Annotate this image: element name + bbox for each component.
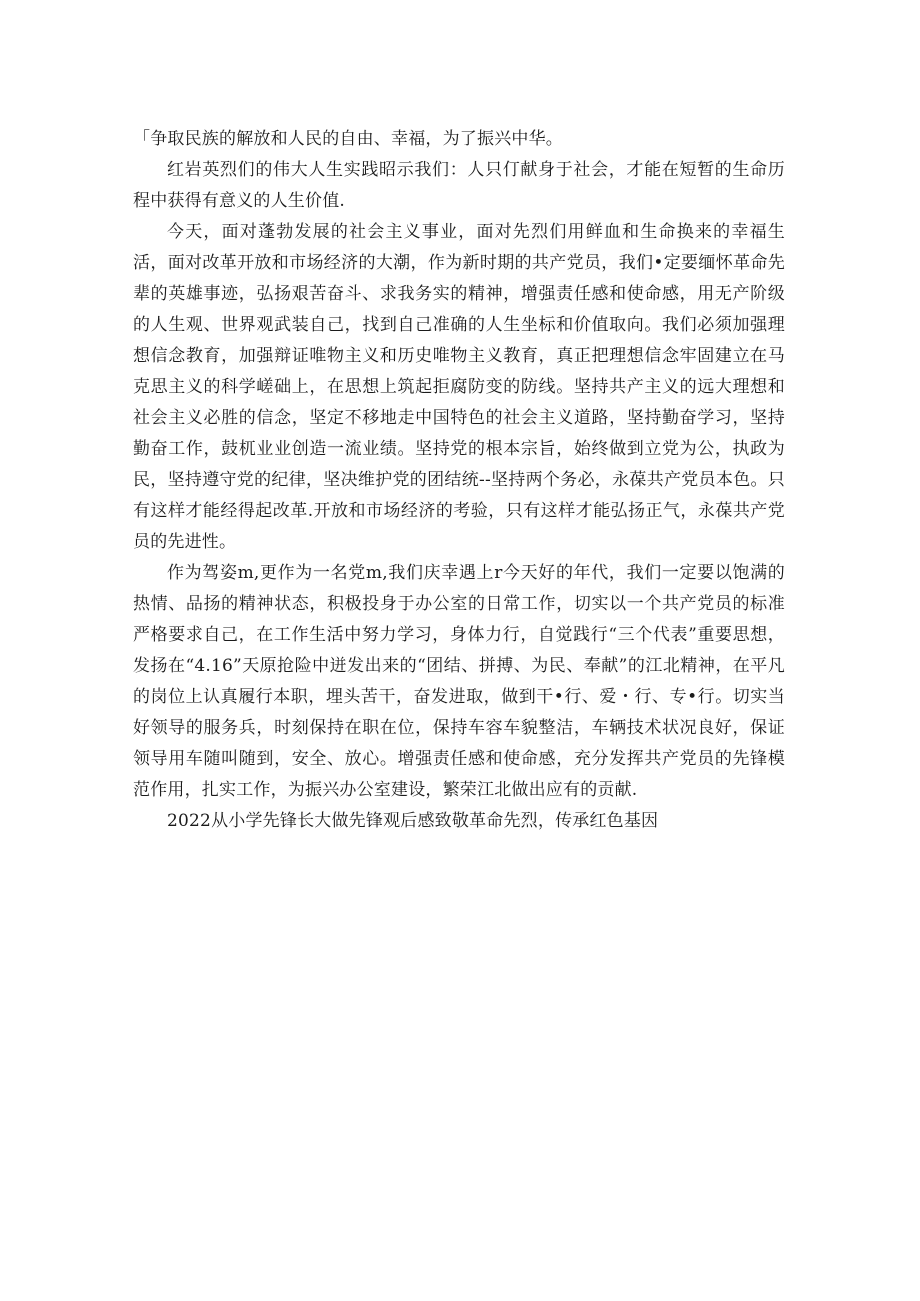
paragraph-as-driver: 作为驾姿m,更作为一名党m,我们庆幸遇上r今天好的年代，我们一定要以饱满的热情、品扬的精神状态，积极投身于办公室的日常工作，切实以一个共产党员的标准严格要求自己，在工作生活中努力学习，身体力行，自觉践行“三个代表”重要思想，发扬在“4.16”天原抢险中迸发出来的“团结、拼搏、为民、奉献”的江北精神，在平凡的岗位上认真履行本职，埋头苦干，奋发进取，做到干•行、爱・行、专•行。切实当好领导的服务兵，时刻保持在职在位，保持车容车貌整洁，车辆技术状况良好，保证领导用车随叫随到，安全、放心。增强责任感和使命感，充分发挥共产党员的先锋模范作用，扎实工作，为振兴办公室建设，繁荣江北做出应有的贡献. bbox=[133, 563, 785, 800]
paragraph-continuation: 「争取民族的解放和人民的自由、幸福，为了振兴中华。 bbox=[133, 129, 563, 149]
paragraph-today: 今天，面对蓬勃发展的社会主义事业，面对先烈们用鲜血和生命换来的幸福生活，面对改革开放和市场经济的大潮，作为新时期的共产党员，我们•定要缅怀革命先辈的英雄事迹，弘扬艰苦奋斗、求我务实的精神，增强责任感和使命感，用无产阶级的人生观、世界观武装自己，找到自己准确的人生坐标和价值取向。我们必须加强理想信念教育，加强辩证唯物主义和历史唯物主义教育，真正把理想信念牢固建立在马克思主义的科学嵯础上，在思想上筑起拒腐防变的防线。坚持共产主义的远大理想和社会主义必胜的信念，坚定不移地走中国特色的社会主义道路，坚持勤奋学习，坚持勤奋工作，鼓杌业业创造一流业绩。坚持党的根本宗旨，始终做到立党为公，执政为民，坚持遵守党的纪律，坚决维护党的团结统--坚持两个务必，永葆共产党员本色。只有这样才能经得起改革.开放和市场经济的考验，只有这样才能弘扬正气，永葆共产党员的先进性。 bbox=[133, 222, 785, 552]
document-body bbox=[133, 124, 785, 836]
paragraph-hongyan-heroes: 红岩英烈们的伟大人生实践昭示我们：人只仃献身于社会，才能在短暂的生命历程中获得有意义的人生价值. bbox=[133, 160, 785, 211]
next-article-title: 2022从小学先锋长大做先锋观后感致敬革命先烈，传承红色基因 bbox=[167, 811, 659, 831]
